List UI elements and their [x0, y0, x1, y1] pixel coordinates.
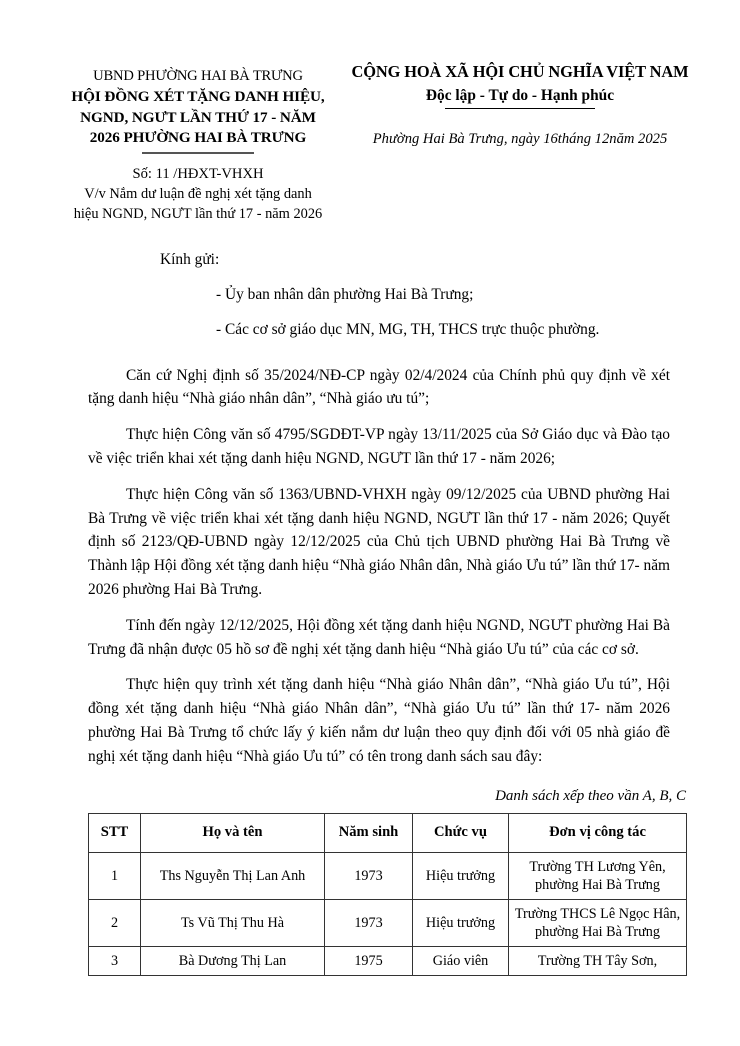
column-header-stt: STT	[89, 813, 141, 852]
cell-unit: Trường THCS Lê Ngọc Hân, phường Hai Bà Trưng	[509, 899, 687, 946]
body-paragraph-3: Thực hiện Công văn số 1363/UBND-VHXH ngày 09/12/2025 của UBND phường Hai Bà Trưng về việc triển khai xét tặng danh hiệu NGND, NGƯT lần thứ 17 - năm 2026; Quyết định số 2123/QĐ-UBND ngày 12/12/2025 của Chủ tịch UBND phường Hai Bà Trưng về Thành lập Hội đồng xét tặng danh hiệu “Nhà giáo Nhân dân, Nhà giáo Ưu tú” lần thứ 17- năm 2026 phường Hai Bà Trưng.	[88, 485, 670, 598]
document-number: Số: 11 /HĐXT-VHXH	[132, 166, 264, 183]
column-header-role: Chức vụ	[413, 813, 509, 852]
document-subject-line-1: V/v Nắm dư luận đề nghị xét tặng danh	[84, 186, 312, 203]
table-header-row	[89, 813, 687, 852]
cell-unit: Trường TH Lương Yên, phường Hai Bà Trưng	[509, 852, 687, 899]
document-body	[0, 248, 740, 768]
people-table-wrapper	[0, 813, 740, 977]
list-sort-note: Danh sách xếp theo vần A, B, C	[495, 787, 686, 804]
column-header-name: Họ và tên	[141, 813, 325, 852]
national-motto: Độc lập - Tự do - Hạnh phúc	[425, 86, 615, 104]
motto-divider	[445, 108, 595, 110]
recipient-item-2: - Các cơ sở giáo dục MN, MG, TH, THCS trực thuộc phường.	[216, 321, 600, 339]
place-and-date: Phường Hai Bà Trưng, ngày 16tháng 12năm 2025	[372, 131, 668, 148]
cell-name: Bà Dương Thị Lan	[141, 947, 325, 976]
body-paragraph-2: Thực hiện Công văn số 4795/SGDĐT-VP ngày 13/11/2025 của Sở Giáo dục và Đào tạo về việc triển khai xét tặng danh hiệu NGND, NGƯT lần thứ 17 - năm 2026;	[88, 426, 670, 467]
column-header-year: Năm sinh	[325, 813, 413, 852]
document-subject-line-2: hiệu NGND, NGƯT lần thứ 17 - năm 2026	[73, 206, 323, 223]
cell-stt: 1	[89, 852, 141, 899]
issuing-council-line-1: HỘI ĐỒNG XÉT TẶNG DANH HIỆU,	[71, 87, 325, 105]
document-header	[0, 0, 740, 224]
header-right-block	[348, 62, 692, 148]
cell-stt: 3	[89, 947, 141, 976]
nominee-table	[88, 813, 687, 977]
recipient-item-1: - Ủy ban nhân dân phường Hai Bà Trưng;	[216, 286, 474, 304]
cell-stt: 2	[89, 899, 141, 946]
issuing-council-line-3: 2026 PHƯỜNG HAI BÀ TRƯNG	[89, 129, 307, 147]
cell-name: Ts Vũ Thị Thu Hà	[141, 899, 325, 946]
cell-unit: Trường TH Tây Sơn,	[509, 947, 687, 976]
table-row	[89, 852, 687, 899]
header-left-block	[48, 62, 348, 224]
national-title: CỘNG HOÀ XÃ HỘI CHỦ NGHĨA VIỆT NAM	[351, 62, 689, 81]
body-paragraph-1: Căn cứ Nghị định số 35/2024/NĐ-CP ngày 02/4/2024 của Chính phủ quy định về xét tặng danh hiệu “Nhà giáo nhân dân”, “Nhà giáo ưu tú”;	[88, 366, 670, 408]
table-row	[89, 899, 687, 946]
issuing-parent-org: UBND PHƯỜNG HAI BÀ TRƯNG	[93, 68, 303, 84]
cell-role: Giáo viên	[413, 947, 509, 976]
cell-name: Ths Nguyễn Thị Lan Anh	[141, 852, 325, 899]
salutation: Kính gửi:	[160, 251, 220, 269]
header-left-divider	[142, 152, 254, 154]
cell-year: 1973	[325, 899, 413, 946]
table-row	[89, 947, 687, 976]
cell-year: 1975	[325, 947, 413, 976]
issuing-council-line-2: NGND, NGƯT LẦN THỨ 17 - NĂM	[80, 108, 316, 126]
cell-role: Hiệu trưởng	[413, 899, 509, 946]
body-paragraph-5: Thực hiện quy trình xét tặng danh hiệu “Nhà giáo Nhân dân”, “Nhà giáo Ưu tú”, Hội đồng xét tặng danh hiệu “Nhà giáo Nhân dân”, “Nhà giáo Ưu tú” lần thứ 17- năm 2026 phường Hai Bà Trưng tổ chức lấy ý kiến nắm dư luận theo quy định đối với 05 nhà giáo đề nghị xét tặng danh hiệu “Nhà giáo Ưu tú” có tên trong danh sách sau đây:	[88, 676, 670, 765]
cell-year: 1973	[325, 852, 413, 899]
column-header-unit: Đơn vị công tác	[509, 813, 687, 852]
body-paragraph-4: Tính đến ngày 12/12/2025, Hội đồng xét tặng danh hiệu NGND, NGƯT phường Hai Bà Trưng đã nhận được 05 hồ sơ đề nghị xét tặng danh hiệu “Nhà giáo Ưu tú” của các cơ sở.	[88, 616, 670, 658]
cell-role: Hiệu trưởng	[413, 852, 509, 899]
